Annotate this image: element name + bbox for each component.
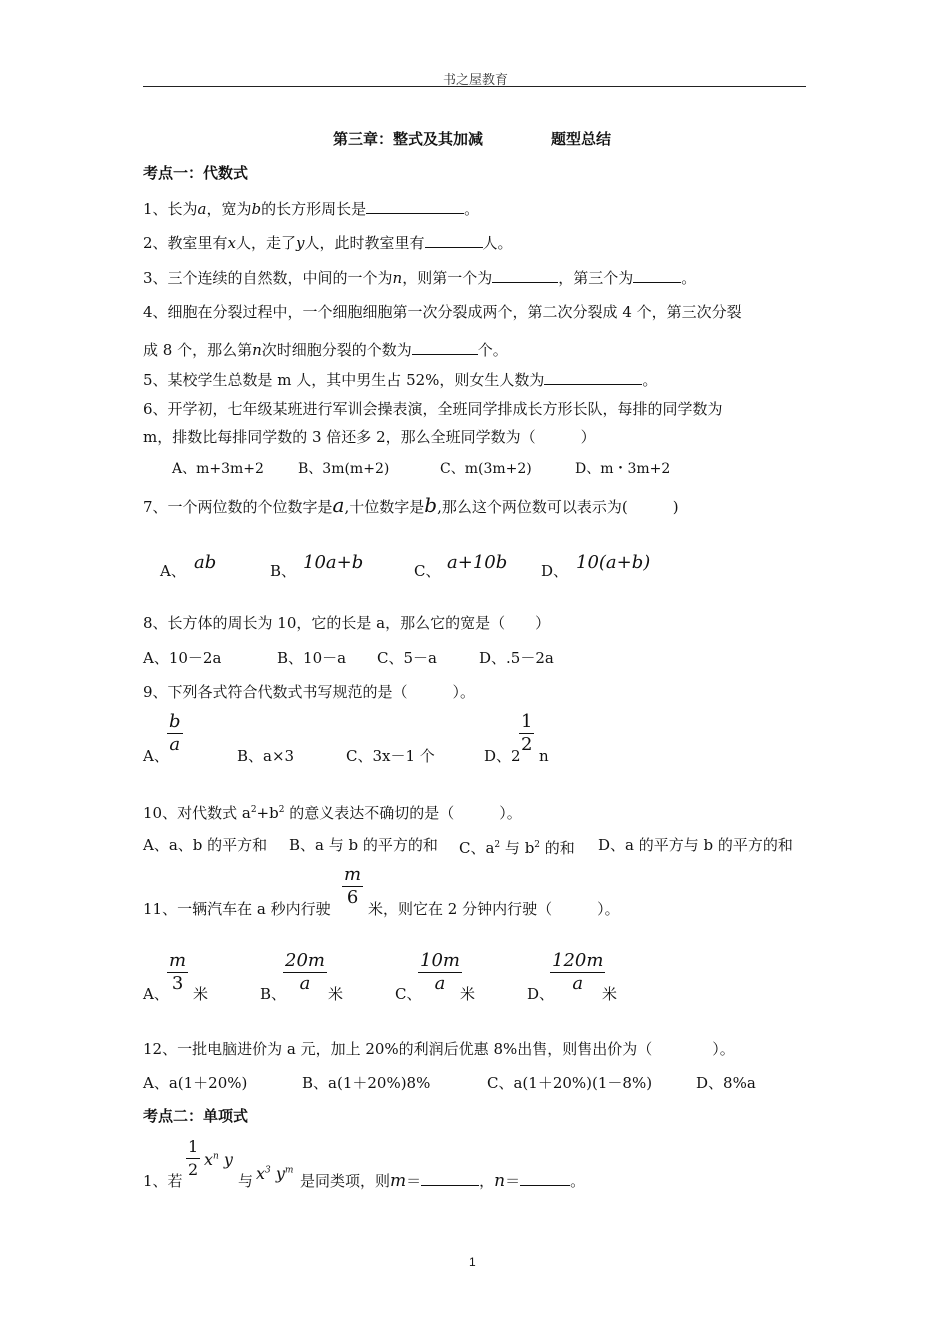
q7-option-c-label[interactable]: C、 [414, 562, 441, 580]
q11-option-b-unit: 米 [328, 985, 344, 1003]
answer-blank[interactable] [633, 268, 681, 283]
q9-option-b[interactable]: B、a×3 [237, 747, 295, 765]
question-4-line1: 4、细胞在分裂过程中，一个细胞细胞第一次分裂成两个，第二次分裂成 4 个，第三次分裂 [143, 303, 742, 321]
q7-option-a-value: ab [194, 552, 217, 573]
q7-option-b-label[interactable]: B、 [270, 562, 297, 580]
s2q1-term1: $x^n$ y [204, 1150, 233, 1169]
q9-option-d-tail: n [539, 747, 549, 765]
q6-option-a[interactable]: A、m+3m+2 [172, 461, 264, 477]
chapter-title: 第三章：整式及其加减 [333, 130, 484, 148]
q12-option-c[interactable]: C、a(1＋20%)(1－8%) [487, 1074, 653, 1092]
question-9: 9、下列各式符合代数式书写规范的是（ ）。 [143, 683, 476, 701]
question-11-pre: 11、一辆汽车在 a 秒内行驶 [143, 900, 331, 918]
q10-option-c[interactable]: C、$a^2$ 与 $b^2$ 的和 [459, 839, 575, 857]
q6-option-b[interactable]: B、3m(m+2) [298, 461, 390, 477]
q9-option-a-fraction: $\frac{b}{a}$ [169, 711, 181, 755]
q11-option-d-fraction: $\frac{120m}{a}$ [552, 950, 604, 994]
answer-blank[interactable] [544, 370, 642, 385]
question-8: 8、长方体的周长为 10，它的长是 a，那么它的宽是（ ） [143, 614, 551, 632]
q11-option-c-label[interactable]: C、 [395, 985, 422, 1003]
q6-option-d[interactable]: D、m・3m+2 [575, 461, 671, 477]
section2-title: 考点二：单项式 [143, 1107, 249, 1125]
q7-option-d-label[interactable]: D、 [541, 562, 569, 580]
question-2: 2、教室里有x人，走了y人，此时教室里有 人。 [143, 234, 513, 252]
q12-option-d[interactable]: D、8%a [696, 1074, 756, 1092]
q10-option-d[interactable]: D、a 的平方与 b 的平方的和 [598, 836, 793, 854]
q9-option-d-fraction: $\frac{1}{2}$ [521, 711, 533, 755]
s2-question-1: 是同类项，则m＝ ，n＝ 。 [300, 1171, 586, 1191]
q11-option-d-unit: 米 [602, 985, 618, 1003]
q11-option-b-fraction: $\frac{20m}{a}$ [285, 950, 325, 994]
q11-option-c-fraction: $\frac{10m}{a}$ [420, 950, 460, 994]
answer-blank[interactable] [425, 233, 483, 248]
answer-blank[interactable] [412, 340, 478, 355]
answer-blank-m[interactable] [421, 1171, 479, 1186]
q10-option-b[interactable]: B、a 与 b 的平方的和 [289, 836, 438, 854]
s2q1-with: 与 [238, 1172, 254, 1190]
q12-option-b[interactable]: B、a(1＋20%)8% [302, 1074, 431, 1092]
s2q1-fraction: $\frac{1}{2}$ [188, 1137, 199, 1179]
q8-option-d[interactable]: D、.5－2a [479, 649, 554, 667]
q9-option-d-label[interactable]: D、2 [484, 747, 521, 765]
question-6-line1: 6、开学初，七年级某班进行军训会操表演，全班同学排成长方形长队，每排的同学数为 [143, 400, 723, 418]
answer-blank[interactable] [492, 268, 558, 283]
question-11-post: 米，则它在 2 分钟内行驶（ ）。 [368, 900, 620, 918]
q10-option-a[interactable]: A、a、b 的平方和 [143, 836, 268, 854]
q9-option-c[interactable]: C、3x－1 个 [346, 747, 435, 765]
question-12: 12、一批电脑进价为 a 元，加上 20%的利润后优惠 8%出售，则售出价为（ ）。 [143, 1040, 735, 1058]
q11-fraction: $\frac{m}{6}$ [344, 864, 362, 908]
question-1: 1、长为a，宽为b的长方形周长是 。 [143, 200, 480, 218]
q7-option-b-value: 10a+b [303, 552, 364, 573]
q11-option-a-fraction: $\frac{m}{3}$ [169, 950, 187, 994]
q9-option-a-label[interactable]: A、 [143, 747, 169, 765]
q8-option-b[interactable]: B、10－a [277, 649, 347, 667]
answer-blank[interactable] [366, 199, 464, 214]
question-6-line2: m，排数比每排同学数的 3 倍还多 2，那么全班同学数为（ ） [143, 428, 596, 446]
page-header: 书之屋教育 [443, 73, 509, 88]
s2-question-1-pre: 1、若 [143, 1172, 183, 1190]
question-7: 7、一个两位数的个位数字是a,十位数字是b,那么这个两位数可以表示为( ) [143, 493, 679, 517]
header-rule [143, 86, 806, 87]
q6-option-c[interactable]: C、m(3m+2) [440, 461, 532, 477]
q7-option-a-label[interactable]: A、 [160, 562, 186, 580]
section1-title: 考点一：代数式 [143, 164, 249, 182]
q12-option-a[interactable]: A、a(1＋20%) [143, 1074, 248, 1092]
page-number: 1 [469, 1255, 476, 1269]
q11-option-a-unit: 米 [193, 985, 209, 1003]
q11-option-c-unit: 米 [460, 985, 476, 1003]
question-4-line2: 成 8 个，那么第n次时细胞分裂的个数为 个。 [143, 341, 508, 359]
q11-option-a-label[interactable]: A、 [143, 985, 169, 1003]
q7-option-c-value: a+10b [447, 552, 508, 573]
q7-option-d-value: 10(a+b) [576, 552, 651, 573]
q11-option-d-label[interactable]: D、 [527, 985, 555, 1003]
q8-option-a[interactable]: A、10－2a [143, 649, 222, 667]
question-10: 10、对代数式 $a^2+b^2$ 的意义表达不确切的是（ ）。 [143, 804, 522, 822]
summary-title: 题型总结 [551, 130, 612, 148]
q11-option-b-label[interactable]: B、 [260, 985, 287, 1003]
q8-option-c[interactable]: C、5－a [377, 649, 437, 667]
question-5: 5、某校学生总数是 m 人，其中男生占 52%，则女生人数为 。 [143, 371, 658, 389]
s2q1-term2: $x^3$ $y^m$ [256, 1164, 294, 1183]
answer-blank-n[interactable] [520, 1171, 570, 1186]
question-3: 3、三个连续的自然数，中间的一个为n，则第一个为 ，第三个为 。 [143, 269, 697, 287]
